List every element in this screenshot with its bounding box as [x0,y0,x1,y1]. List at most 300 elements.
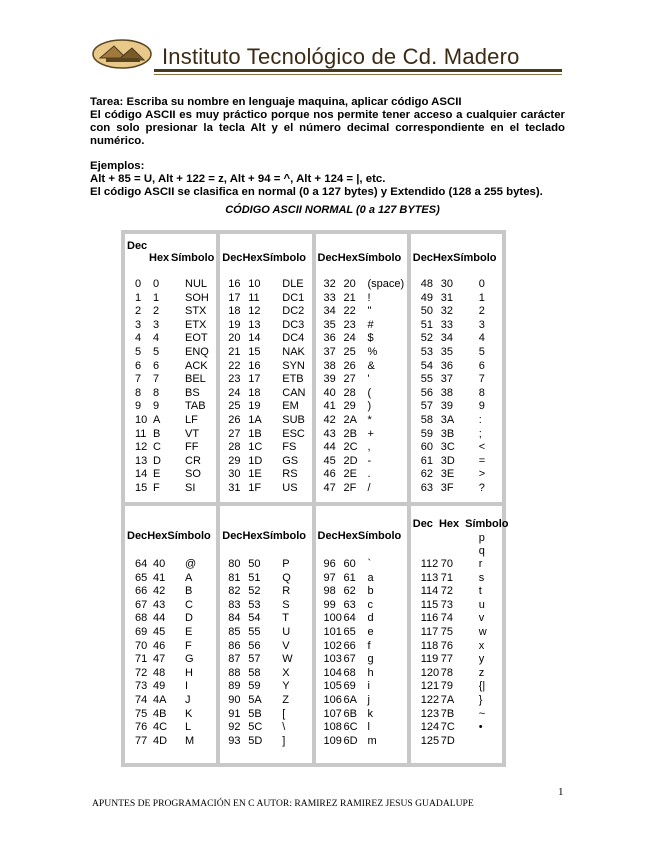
cell-hex: A [153,413,161,426]
ascii-row [220,346,311,360]
cell-hex: 5A [248,693,262,706]
cell-dec: 27 [228,427,241,440]
ascii-row [125,626,216,640]
ascii-row [316,373,407,387]
ascii-row [316,482,407,496]
ascii-row [125,428,216,442]
cell-hex: 16 [248,359,261,372]
cell-sym: t [478,585,482,598]
cell-sym: P [282,558,290,570]
cell-sym: x [478,639,485,652]
cell-dec: 21 [228,345,241,358]
cell-dec: 49 [420,291,433,304]
cell-dec: 8 [135,386,142,399]
cell-hex: 49 [153,680,166,693]
cell-hex: 1E [248,468,262,481]
ascii-row [220,292,311,306]
ascii-row [125,708,216,722]
cell-sym: > [478,468,486,481]
cell-hex: 38 [440,386,453,399]
header-hex: Hex [438,518,460,530]
cell-hex: 48 [153,666,166,679]
ascii-row [316,558,407,572]
cell-dec: 40 [323,386,336,399]
ascii-row [125,414,216,428]
cell-sym: a [367,571,374,584]
ascii-row [411,305,502,319]
cell-dec: 62 [420,468,433,481]
cell-hex: 11 [248,291,260,304]
cell-hex: 2D [343,454,358,467]
cell-dec: 101 [323,625,342,638]
cell-hex: 70 [440,558,453,570]
ascii-row [220,653,311,667]
cell-sym: RS [282,468,298,481]
cell-dec: 0 [135,278,142,290]
cell-dec: 107 [323,707,342,720]
header-hex: Hex [242,252,263,264]
cell-dec: 41 [323,400,336,413]
header-hex: Hex [147,530,168,542]
extra-symbol: p [478,532,485,544]
cell-dec: 59 [420,427,433,440]
cell-hex: 4C [153,721,168,734]
ascii-row [316,585,407,599]
ascii-row [220,428,311,442]
cell-sym: ; [478,427,482,440]
cell-hex: 76 [440,639,453,652]
cell-sym: % [367,345,378,358]
header-dec: Dec [317,530,338,542]
column-header [127,530,211,542]
ascii-row [125,653,216,667]
header-hex: Hex [432,252,454,264]
header-dec: Dec [412,252,433,264]
ascii-row [316,735,407,749]
cell-hex: 60 [343,558,356,570]
cell-sym: r [478,558,483,570]
cell-hex: 77 [440,653,453,666]
cell-hex: 36 [440,359,453,372]
header-hex: Hex [337,252,358,264]
cell-sym: D [185,612,193,625]
extra-symbol: q [478,545,485,557]
ascii-row [316,455,407,469]
cell-dec: 89 [228,680,241,693]
ascii-rows [125,558,216,748]
cell-sym: SI [185,481,196,494]
cell-dec: 77 [135,734,148,747]
ascii-row [316,626,407,640]
cell-hex: 79 [440,680,453,693]
cell-sym: F [185,639,192,652]
cell-sym: u [478,598,485,611]
cell-dec: 73 [135,680,148,693]
cell-dec: 23 [228,373,241,386]
cell-sym: U [282,625,291,638]
cell-hex: 59 [248,680,261,693]
header-symbol: Símbolo [453,252,497,264]
cell-dec: 39 [323,373,336,386]
cell-sym: 1 [478,291,485,304]
classification-line: El código ASCII se clasifica en normal (0 a 127 bytes) y Extendido (128 a 255 bytes). [90,186,543,198]
cell-sym: 0 [478,278,485,290]
cell-sym: DC2 [282,305,305,318]
cell-dec: 105 [323,680,342,693]
cell-dec: 37 [323,345,336,358]
cell-hex: 6A [343,693,357,706]
cell-hex: 64 [343,612,356,625]
cell-sym: w [478,625,487,638]
cell-sym: EOT [185,332,208,345]
cell-hex: 54 [248,612,261,625]
cell-sym: H [185,666,193,679]
cell-dec: 121 [420,680,440,693]
ascii-row [125,400,216,414]
ascii-block-q1 [125,234,216,502]
ascii-row [220,305,311,319]
ascii-row [411,441,502,455]
ascii-row [316,332,407,346]
ascii-row [316,428,407,442]
cell-dec: 29 [228,454,241,467]
ascii-row [125,305,216,319]
cell-sym: ETX [185,318,207,331]
cell-hex: 1A [248,413,262,426]
cell-sym: M [185,734,195,747]
cell-sym: ( [367,386,372,399]
ascii-row [125,599,216,613]
cell-sym: : [478,413,482,426]
cell-hex: 34 [440,332,453,345]
cell-dec: 31 [228,481,241,494]
cell-dec: 68 [135,612,148,625]
ascii-row [411,346,502,360]
ascii-rows [125,278,216,496]
cell-sym: J [185,693,191,706]
cell-dec: 9 [135,400,142,413]
ascii-rows [220,558,311,748]
footer-text: APUNTES DE PROGRAMACIÓN EN C AUTOR: RAMIREZ RAMIREZ JESUS GUADALUPE [92,798,474,809]
cell-dec: 54 [420,359,433,372]
cell-dec: 88 [228,666,241,679]
ascii-row [411,558,502,572]
cell-sym: . [367,468,371,481]
cell-sym: E [185,625,193,638]
cell-dec: 122 [420,693,440,706]
ascii-row [220,708,311,722]
cell-dec: 20 [228,332,241,345]
cell-hex: 2A [343,413,357,426]
cell-dec: 3 [135,318,142,331]
cell-sym: 5 [478,345,485,358]
cell-sym: i [367,680,370,693]
cell-sym: < [478,441,486,454]
cell-hex: 25 [343,345,356,358]
ascii-row [125,680,216,694]
cell-sym: ] [282,734,286,747]
ascii-row [316,441,407,455]
cell-sym: V [282,639,290,652]
cell-dec: 75 [135,707,148,720]
cell-sym: * [367,413,372,426]
header-hex: Hex [242,530,263,542]
cell-dec: 116 [420,612,439,625]
cell-dec: 81 [228,571,241,584]
cell-dec: 15 [135,481,148,494]
header-symbol: Símbolo [262,530,307,542]
cell-dec: 17 [228,291,241,304]
header-hex: Hex [149,252,170,264]
cell-hex: 6B [343,707,357,720]
header-dec: Dec [222,252,243,264]
cell-sym: DLE [282,278,304,290]
ascii-block-q3 [316,234,407,502]
cell-dec: 102 [323,639,342,652]
ascii-row [125,319,216,333]
ascii-row [220,468,311,482]
ascii-row [316,640,407,654]
ascii-row [411,667,502,681]
cell-sym: } [478,693,483,706]
ascii-row [220,414,311,428]
cell-hex: 5 [153,345,160,358]
ascii-row [316,680,407,694]
ascii-row [316,319,407,333]
ascii-row [411,360,502,374]
cell-dec: 117 [420,625,439,638]
cell-dec: 99 [323,598,336,611]
cell-sym: f [367,639,371,652]
header-symbol: Símbolo [167,530,211,542]
cell-sym: ' [367,373,370,386]
ascii-row [316,708,407,722]
cell-sym: Z [282,693,289,706]
cell-sym: k [367,707,373,720]
cell-dec: 44 [323,441,336,454]
cell-hex: 3B [440,427,455,440]
cell-sym: z [478,666,485,679]
ascii-row [125,292,216,306]
cell-sym: A [185,571,193,584]
assignment-line: Tarea: Escriba su nombre en lenguaje maquina, aplicar código ASCII [90,96,462,108]
institute-logo [92,38,154,70]
cell-dec: 70 [135,639,148,652]
cell-hex: 17 [248,373,261,386]
cell-sym: Y [282,680,290,693]
cell-dec: 86 [228,639,241,652]
cell-dec: 35 [323,318,336,331]
cell-hex: 9 [153,400,160,413]
cell-dec: 48 [420,278,433,290]
cell-dec: 16 [228,278,241,290]
ascii-row [220,441,311,455]
cell-dec: 42 [323,413,336,426]
cell-sym: + [367,427,374,440]
ascii-row [220,721,311,735]
cell-dec: 98 [323,585,336,598]
cell-hex: 0 [153,278,160,290]
cell-hex: 28 [343,386,356,399]
ascii-row [411,735,502,749]
cell-sym: y [478,653,485,666]
ascii-rows [411,278,502,496]
ascii-block-q7 [316,506,407,763]
cell-hex: 8 [153,386,160,399]
cell-hex: 7A [440,693,455,706]
ascii-row [411,414,502,428]
cell-hex: 50 [248,558,261,570]
cell-sym: e [367,625,374,638]
cell-dec: 124 [420,721,440,734]
cell-dec: 2 [135,305,142,318]
ascii-block-q8 [411,506,509,763]
cell-dec: 87 [228,653,241,666]
cell-hex: 18 [248,386,261,399]
cell-sym: @ [185,558,197,570]
cell-dec: 92 [228,721,241,734]
cell-dec: 64 [135,558,148,570]
header-symbol: Símbolo [357,252,402,264]
column-header [318,252,402,264]
cell-hex: 74 [440,612,453,625]
header-symbol: Símbolo [262,252,307,264]
cell-dec: 46 [323,468,336,481]
header-dec: Dec [412,518,433,530]
cell-sym: " [367,305,372,318]
cell-hex: 2E [343,468,357,481]
ascii-row [125,667,216,681]
cell-hex: 63 [343,598,356,611]
table-title: CÓDIGO ASCII NORMAL (0 a 127 BYTES) [225,204,440,216]
cell-sym: l [367,721,370,734]
cell-dec: 104 [323,666,342,679]
cell-dec: 10 [135,413,148,426]
cell-sym: FS [282,441,297,454]
cell-dec: 28 [228,441,241,454]
cell-sym: K [185,707,193,720]
cell-sym: S [282,598,290,611]
cell-hex: 53 [248,598,261,611]
ascii-row [220,612,311,626]
cell-sym: FF [185,441,199,454]
ascii-row [220,680,311,694]
cell-hex: 7D [440,734,455,747]
ascii-row [316,387,407,401]
cell-sym: I [185,680,189,693]
cell-hex: 1D [248,454,263,467]
cell-sym: LF [185,413,198,426]
cell-hex: 3A [440,413,455,426]
ascii-row [125,482,216,496]
cell-dec: 93 [228,734,241,747]
intro-text [90,96,565,199]
cell-sym: T [282,612,289,625]
column-header [413,252,497,264]
ascii-row [220,278,311,292]
cell-hex: 10 [248,278,261,290]
cell-dec: 76 [135,721,148,734]
cell-dec: 60 [420,441,433,454]
cell-dec: 47 [323,481,336,494]
cell-hex: 6 [153,359,160,372]
cell-hex: 23 [343,318,356,331]
cell-dec: 55 [420,373,433,386]
ascii-row [220,400,311,414]
cell-sym: L [185,721,192,734]
examples-line: Alt + 85 = U, Alt + 122 = z, Alt + 94 = ^, Alt + 124 = |, etc. [90,173,386,185]
cell-dec: 33 [323,291,336,304]
cell-dec: 96 [323,558,336,570]
ascii-row [316,572,407,586]
cell-hex: 39 [440,400,453,413]
ascii-row [411,653,502,667]
cell-hex: 29 [343,400,356,413]
cell-sym: b [367,585,374,598]
ascii-row [316,305,407,319]
institute-title: Instituto Tecnológico de Cd. Madero [162,44,520,69]
cell-sym: 8 [478,386,485,399]
ascii-row [411,428,502,442]
cell-hex: 57 [248,653,261,666]
cell-sym: DC4 [282,332,305,345]
ascii-row [220,558,311,572]
ascii-block-q2 [220,234,311,502]
cell-dec: 83 [228,598,241,611]
cell-hex: 51 [248,571,261,584]
cell-sym: G [185,653,194,666]
cell-hex: E [153,468,161,481]
cell-sym: / [367,481,371,494]
ascii-row [220,360,311,374]
cell-hex: 2B [343,427,357,440]
cell-dec: 71 [135,653,148,666]
cell-hex: 47 [153,653,166,666]
cell-sym: c [367,598,373,611]
cell-hex: 69 [343,680,356,693]
cell-hex: 35 [440,345,453,358]
ascii-block-q6 [220,506,311,763]
cell-dec: 7 [135,373,142,386]
cell-hex: 52 [248,585,261,598]
cell-hex: 6C [343,721,358,734]
cell-sym: ESC [282,427,305,440]
cell-sym: EM [282,400,299,413]
cell-sym: X [282,666,290,679]
cell-hex: 5D [248,734,263,747]
ascii-row [411,585,502,599]
cell-hex: 26 [343,359,356,372]
cell-dec: 4 [135,332,142,345]
ascii-row [125,332,216,346]
cell-sym: m [367,734,377,747]
cell-hex: 78 [440,666,453,679]
ascii-row [316,721,407,735]
ascii-row [411,455,502,469]
ascii-row [125,455,216,469]
cell-sym: - [367,454,372,467]
cell-hex: D [153,454,161,467]
cell-hex: 67 [343,653,356,666]
ascii-row [220,735,311,749]
ascii-row [411,482,502,496]
ascii-row [220,482,311,496]
ascii-row [316,292,407,306]
cell-hex: 3C [440,441,455,454]
ascii-rows [220,278,311,496]
cell-hex: 43 [153,598,166,611]
cell-hex: 6D [343,734,358,747]
